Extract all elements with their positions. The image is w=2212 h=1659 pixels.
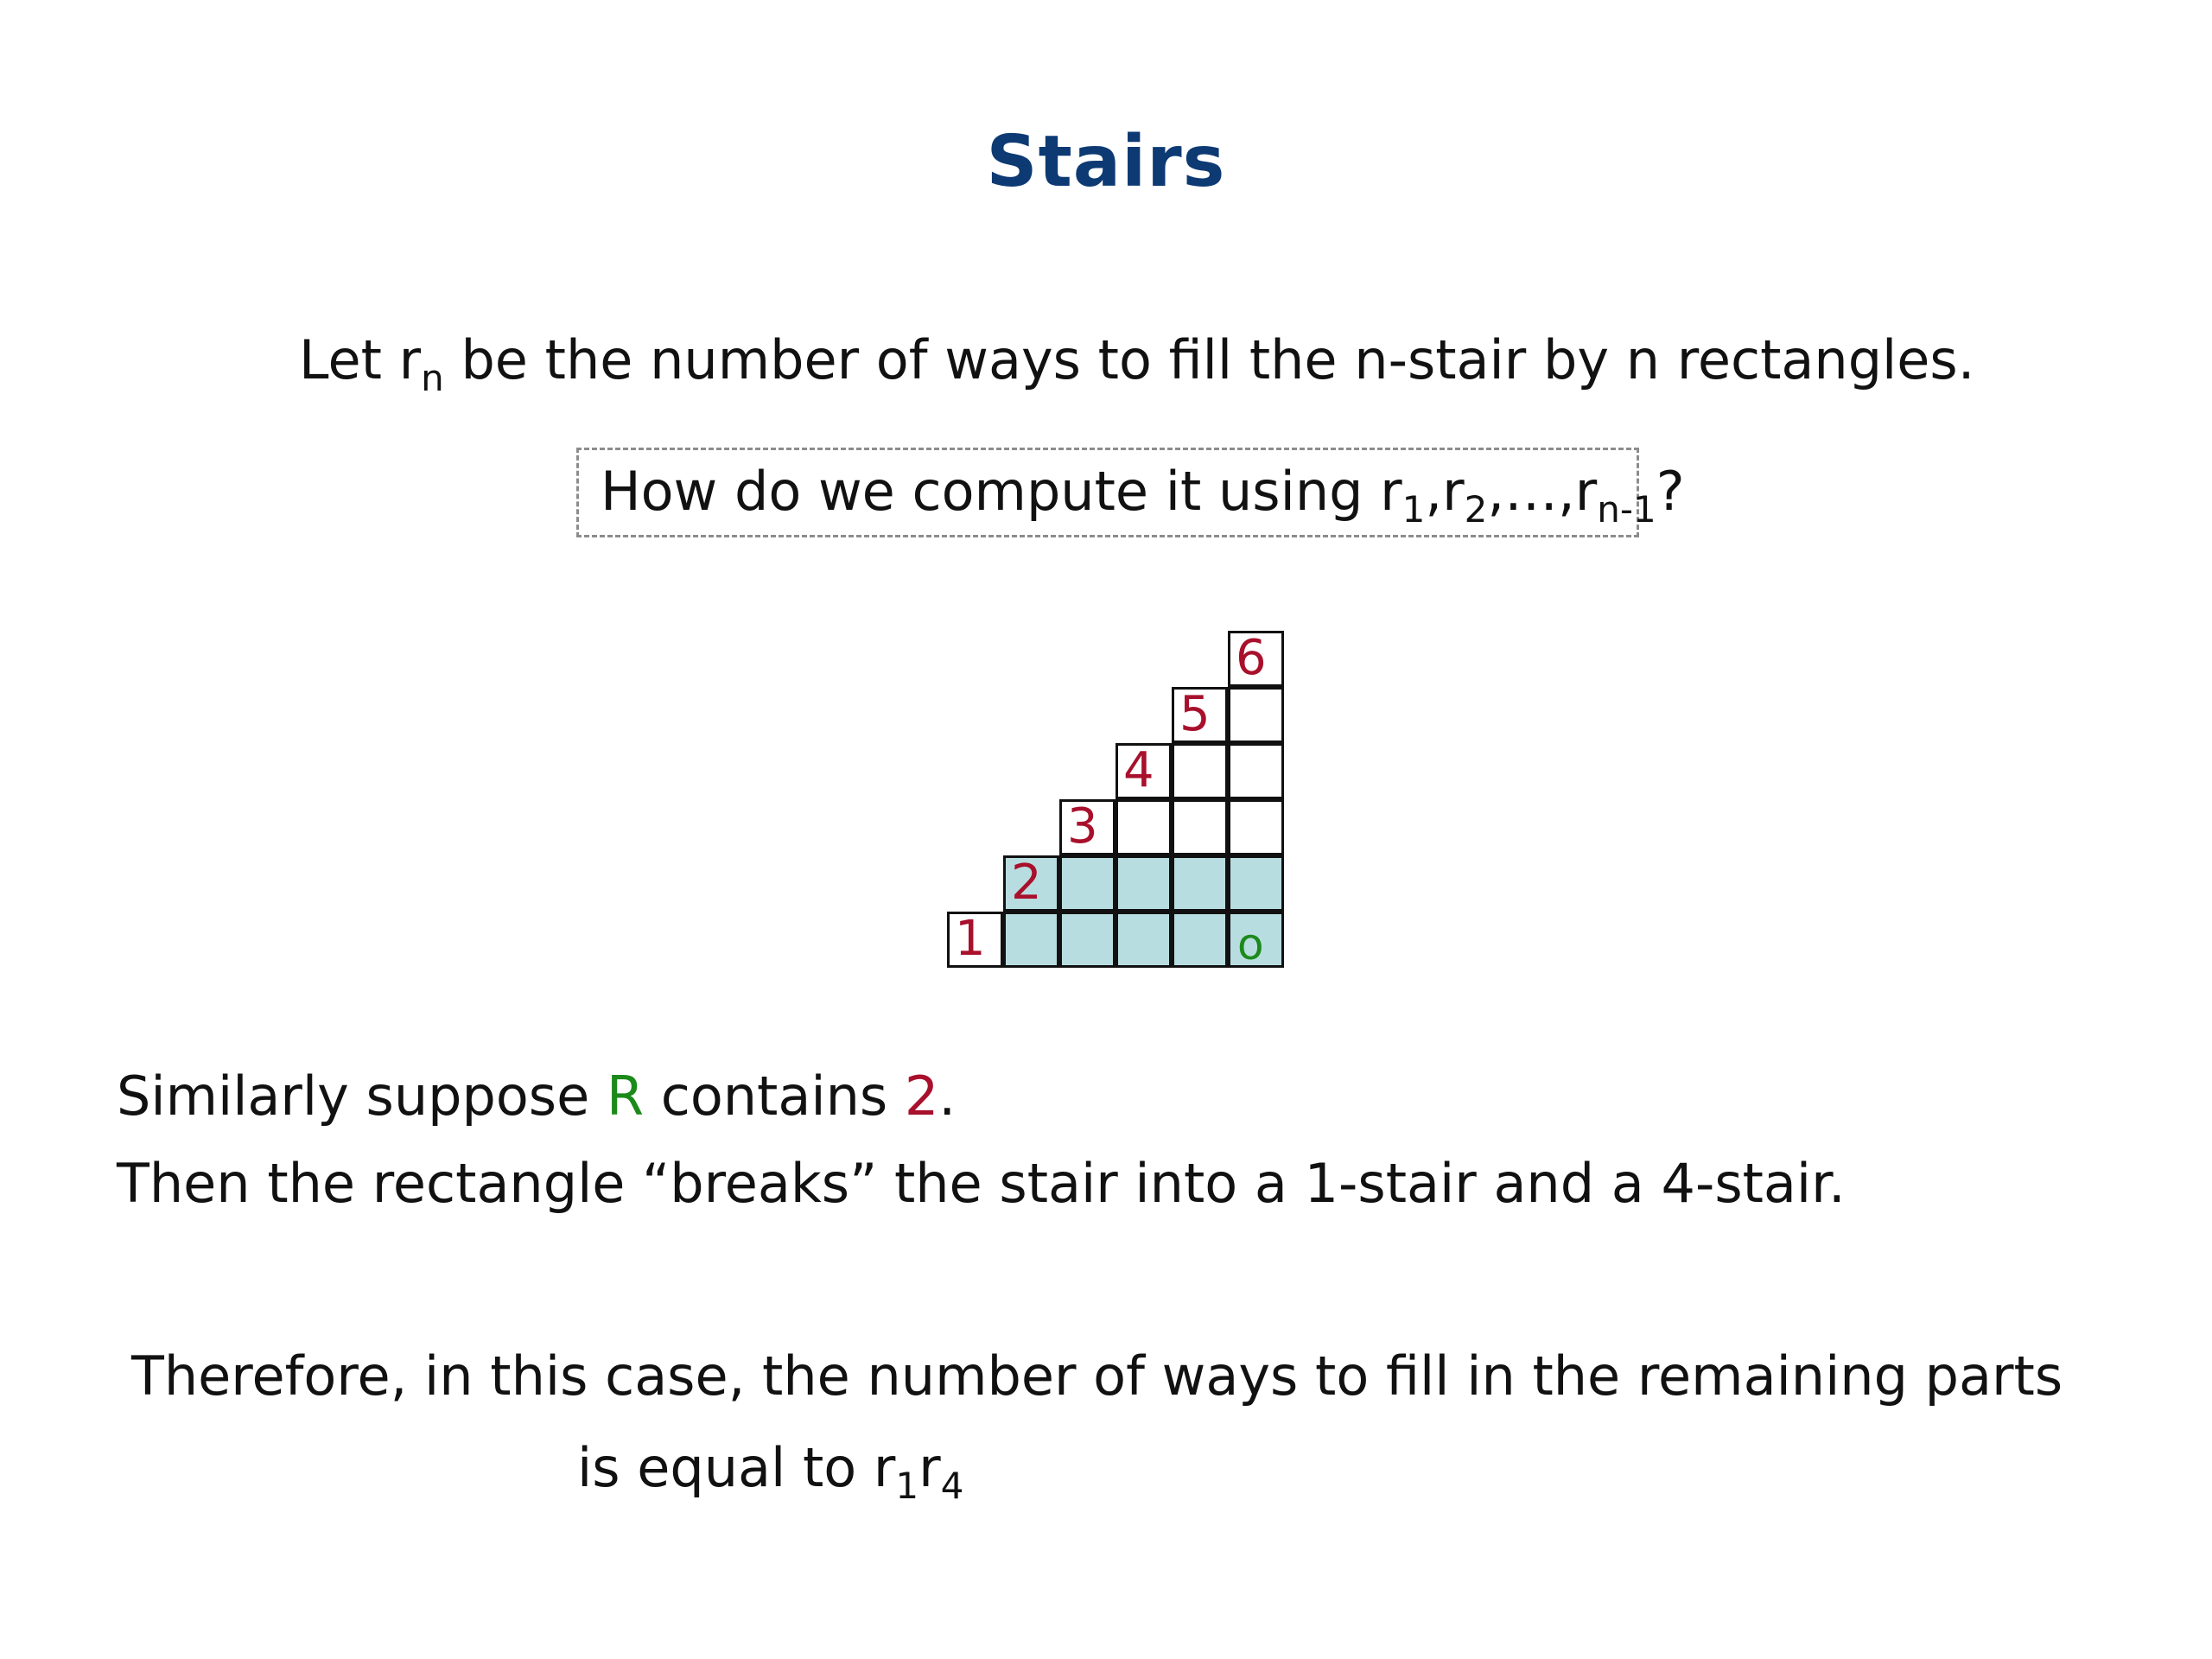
step-label-3: 3 [1067,798,1098,855]
shaded-cell [1172,912,1228,968]
definition-suffix: be the number of ways to fill the n-stair by n rectangles. [443,328,1975,391]
stair-cell [1228,799,1284,855]
stair-cell [1116,799,1172,855]
step-label-2: 2 [1011,855,1042,911]
therefore-line: Therefore, in this case, the number of ways to fill in the remaining parts [131,1344,2063,1408]
shaded-cell [1003,912,1059,968]
shaded-cell [1116,912,1172,968]
question-text [601,460,1685,531]
question-sub-n-1: n-1 [1597,488,1656,531]
similarly-part-3: . [938,1065,957,1128]
shaded-cell [1172,855,1228,912]
shaded-cell [1228,912,1284,968]
breaks-line: Then the rectangle “breaks” the stair into a 1-stair and a 4-stair. [117,1152,1846,1215]
definition-line [299,328,1974,399]
question-part-1: How do we compute it using r [601,460,1402,523]
stair-cell [1059,799,1116,855]
step-label-4: 4 [1123,742,1154,798]
equal-mid: r [918,1436,941,1499]
question-part-3: ,…,r [1487,460,1598,523]
stair-cell [1228,743,1284,799]
definition-prefix: Let r [299,328,422,391]
shaded-cell [1116,855,1172,912]
shaded-cell [1003,855,1059,912]
corner-marker: o [1237,919,1264,969]
rectangle-symbol: R [606,1065,645,1128]
stair-cell [1228,631,1284,687]
similarly-part-1: Similarly suppose [117,1065,607,1128]
step-label-6: 6 [1236,630,1267,686]
similarly-line [117,1065,956,1128]
question-part-4: ? [1656,460,1685,523]
step-two-ref: 2 [904,1065,939,1128]
shaded-cell [1059,855,1116,912]
equal-text: is equal to r [577,1436,896,1499]
shaded-cell [1059,912,1116,968]
equal-line [577,1436,963,1507]
equal-sub-1: 1 [895,1465,919,1507]
question-sub-1: 1 [1402,488,1426,531]
question-part-2: ,r [1425,460,1465,523]
shaded-cell [1228,855,1284,912]
stair-cell [1116,743,1172,799]
stair-cell [947,912,1003,968]
slide-title: Stairs [986,121,1226,203]
stair-cell [1172,799,1228,855]
similarly-part-2: contains [644,1065,905,1128]
step-label-5: 5 [1179,686,1211,742]
stair-cell [1228,687,1284,743]
question-sub-2: 2 [1464,488,1488,531]
stair-cell [1172,687,1228,743]
stair-cell [1172,743,1228,799]
definition-subscript: n [421,357,444,399]
equal-sub-4: 4 [940,1465,964,1507]
step-label-1: 1 [955,911,986,967]
